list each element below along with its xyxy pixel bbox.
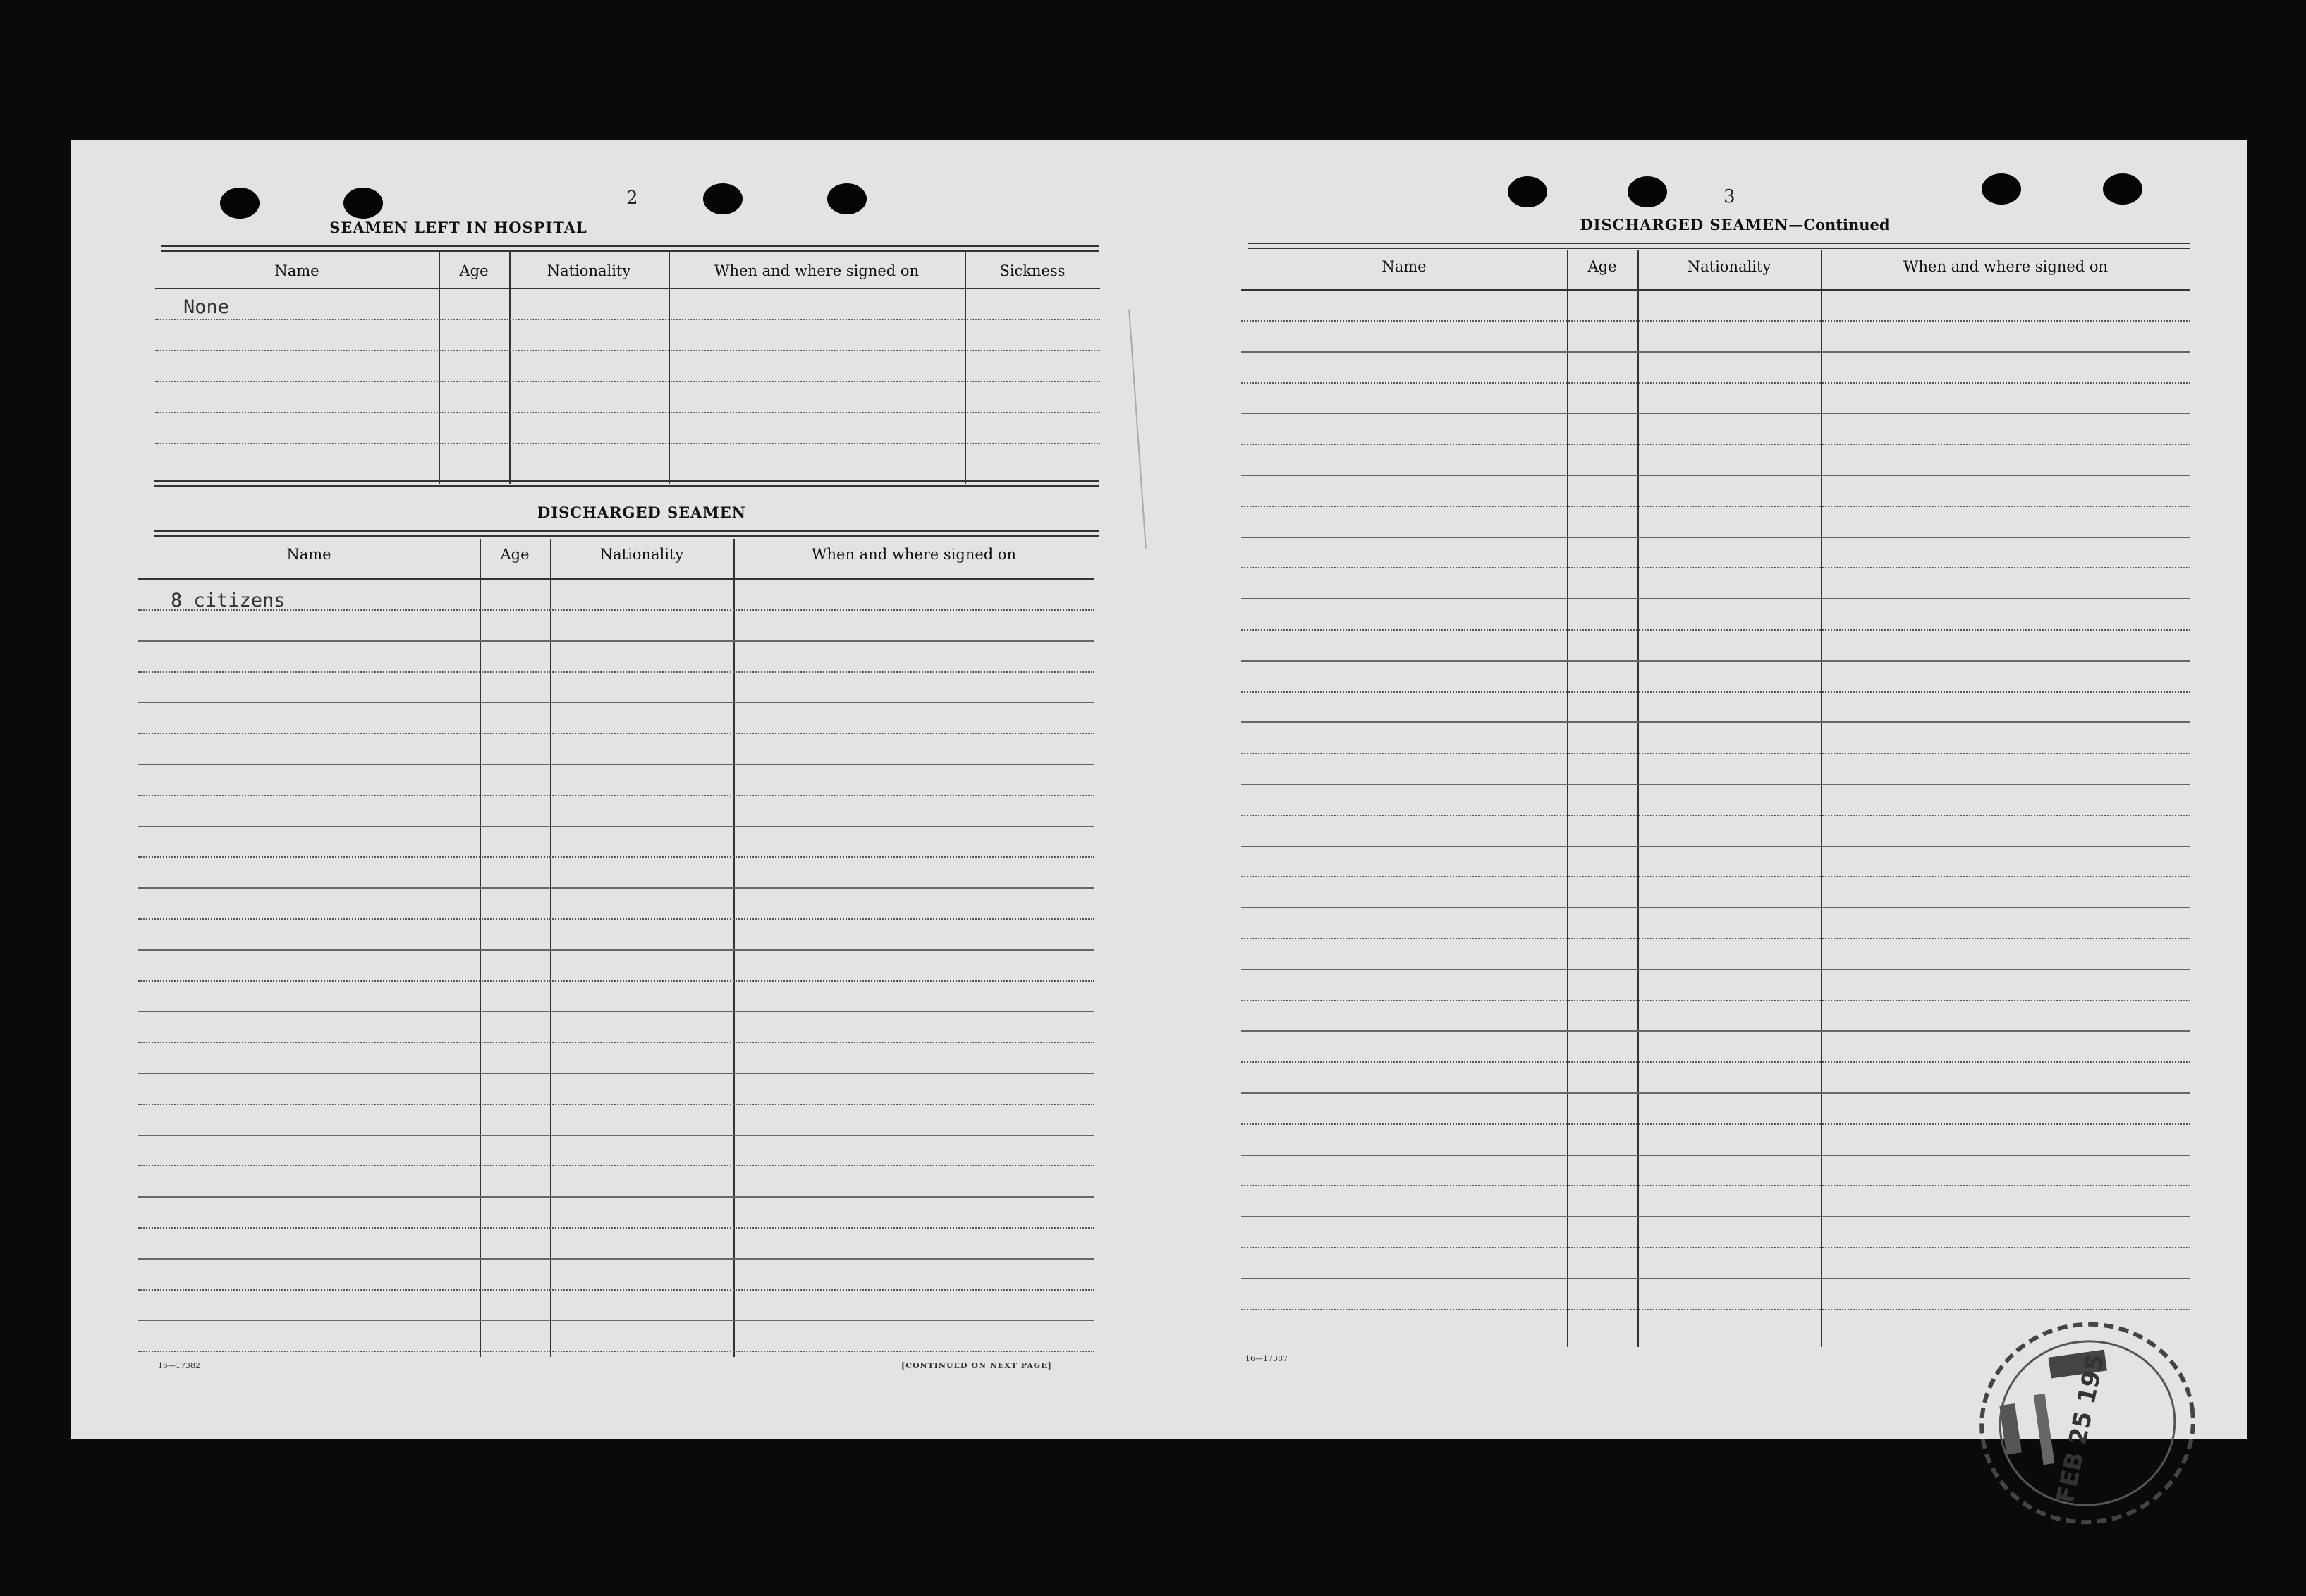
page-fold [1128,309,1147,548]
header-rule [1241,289,2190,291]
column-header-signed-on: When and where signed on [811,546,1017,563]
discharged-entry: 8 citizens [171,590,286,611]
row-line [1241,1185,2190,1186]
row-line [1241,1123,2190,1125]
row-line [138,887,1094,889]
discharged-section-title: DISCHARGED SEAMEN [537,504,746,521]
punch-hole [343,188,383,219]
row-line [138,826,1094,827]
punch-hole [220,188,260,219]
row-line [1241,691,2190,693]
row-line [1241,753,2190,754]
row-line [1241,629,2190,631]
row-line [1241,1092,2190,1094]
row-line [1241,382,2190,384]
row-line [1241,1061,2190,1063]
punch-hole [2103,173,2142,205]
row-line [1241,1216,2190,1217]
column-header-nationality: Nationality [599,546,684,563]
row-line [138,1042,1094,1043]
row-line [138,1258,1094,1260]
row-line [1241,1000,2190,1001]
row-line [138,949,1094,951]
discharged-continued-title [1516,216,1953,233]
row-line [1241,1155,2190,1156]
row-line [155,381,1100,382]
row-line [1241,320,2190,322]
row-line [138,1227,1094,1229]
row-line [1241,660,2190,662]
row-line [1241,815,2190,816]
row-line [138,640,1094,642]
column-header-signed-on: When and where signed on [1903,258,2109,275]
document-sheet [71,140,2247,1506]
header-rule [155,288,1100,289]
row-line [1241,537,2190,538]
row-line [1241,784,2190,785]
column-header-name: Name [274,262,319,279]
title-double-rule [161,245,1099,252]
punch-hole [827,183,867,214]
date-stamp [1961,1303,2214,1544]
row-line [138,702,1094,703]
title-suffix: —Continued [1788,216,1890,233]
section-double-rule [154,480,1099,487]
form-number-right: 16—17387 [1245,1354,1288,1363]
row-line [138,1135,1094,1136]
continued-note: [CONTINUED ON NEXT PAGE] [901,1361,1052,1370]
discharged-table-right [1241,250,2190,1347]
column-header-age: Age [459,262,489,279]
row-line [1241,444,2190,445]
page-number-left: 2 [626,188,638,209]
header-rule [138,578,1094,580]
column-divider [733,539,735,1357]
column-header-age: Age [500,546,530,563]
row-line [155,319,1100,320]
row-line [138,795,1094,796]
title-double-rule [1248,243,2190,249]
row-line [138,1320,1094,1321]
row-line [1241,351,2190,353]
row-line [138,980,1094,982]
title-main: DISCHARGED SEAMEN [1580,216,1789,233]
stamp-date: FEB 25 195 [2051,1351,2111,1506]
punch-hole [1628,176,1667,207]
row-line [138,1165,1094,1166]
row-line [1241,598,2190,599]
row-line [1241,1030,2190,1032]
row-line [138,1351,1094,1352]
column-header-nationality: Nationality [1687,258,1771,275]
row-line [138,1011,1094,1012]
row-line [1241,938,2190,939]
row-line [155,350,1100,351]
column-divider [1821,250,1822,1347]
punch-hole [1982,173,2021,205]
row-line [138,1104,1094,1105]
row-line [1241,721,2190,723]
row-line [138,1073,1094,1074]
row-line [1241,1278,2190,1279]
row-line [1241,413,2190,414]
row-line [1241,475,2190,476]
row-line [138,733,1094,734]
row-line [1241,1247,2190,1248]
column-divider [480,539,481,1357]
row-line [155,412,1100,413]
column-divider [550,539,551,1357]
row-line [1241,506,2190,507]
hospital-section-title: SEAMEN LEFT IN HOSPITAL [329,219,587,236]
column-header-name: Name [1381,258,1427,275]
page-number-right: 3 [1724,186,1735,207]
hospital-table [155,252,1100,484]
title-double-rule [154,530,1099,537]
row-line [155,443,1100,444]
punch-hole [1508,176,1547,207]
row-line [138,856,1094,858]
column-header-signed-on: When and where signed on [714,262,920,279]
punch-hole [703,183,743,214]
form-number-left: 16—17382 [158,1361,200,1370]
column-header-nationality: Nationality [547,262,631,279]
row-line [1241,876,2190,877]
row-line [1241,846,2190,847]
column-divider [1637,250,1639,1347]
discharged-table-left [138,539,1094,1357]
column-header-sickness: Sickness [999,262,1066,279]
column-header-age: Age [1587,258,1617,275]
row-line [1241,969,2190,970]
row-line [1241,907,2190,908]
row-line [1241,1309,2190,1310]
row-line [138,671,1094,673]
row-line [138,764,1094,765]
row-line [1241,567,2190,568]
row-line [138,1289,1094,1291]
row-line [138,918,1094,920]
row-line [138,1196,1094,1198]
column-divider [1567,250,1568,1347]
column-header-name: Name [286,546,331,563]
hospital-entry: None [183,296,230,318]
